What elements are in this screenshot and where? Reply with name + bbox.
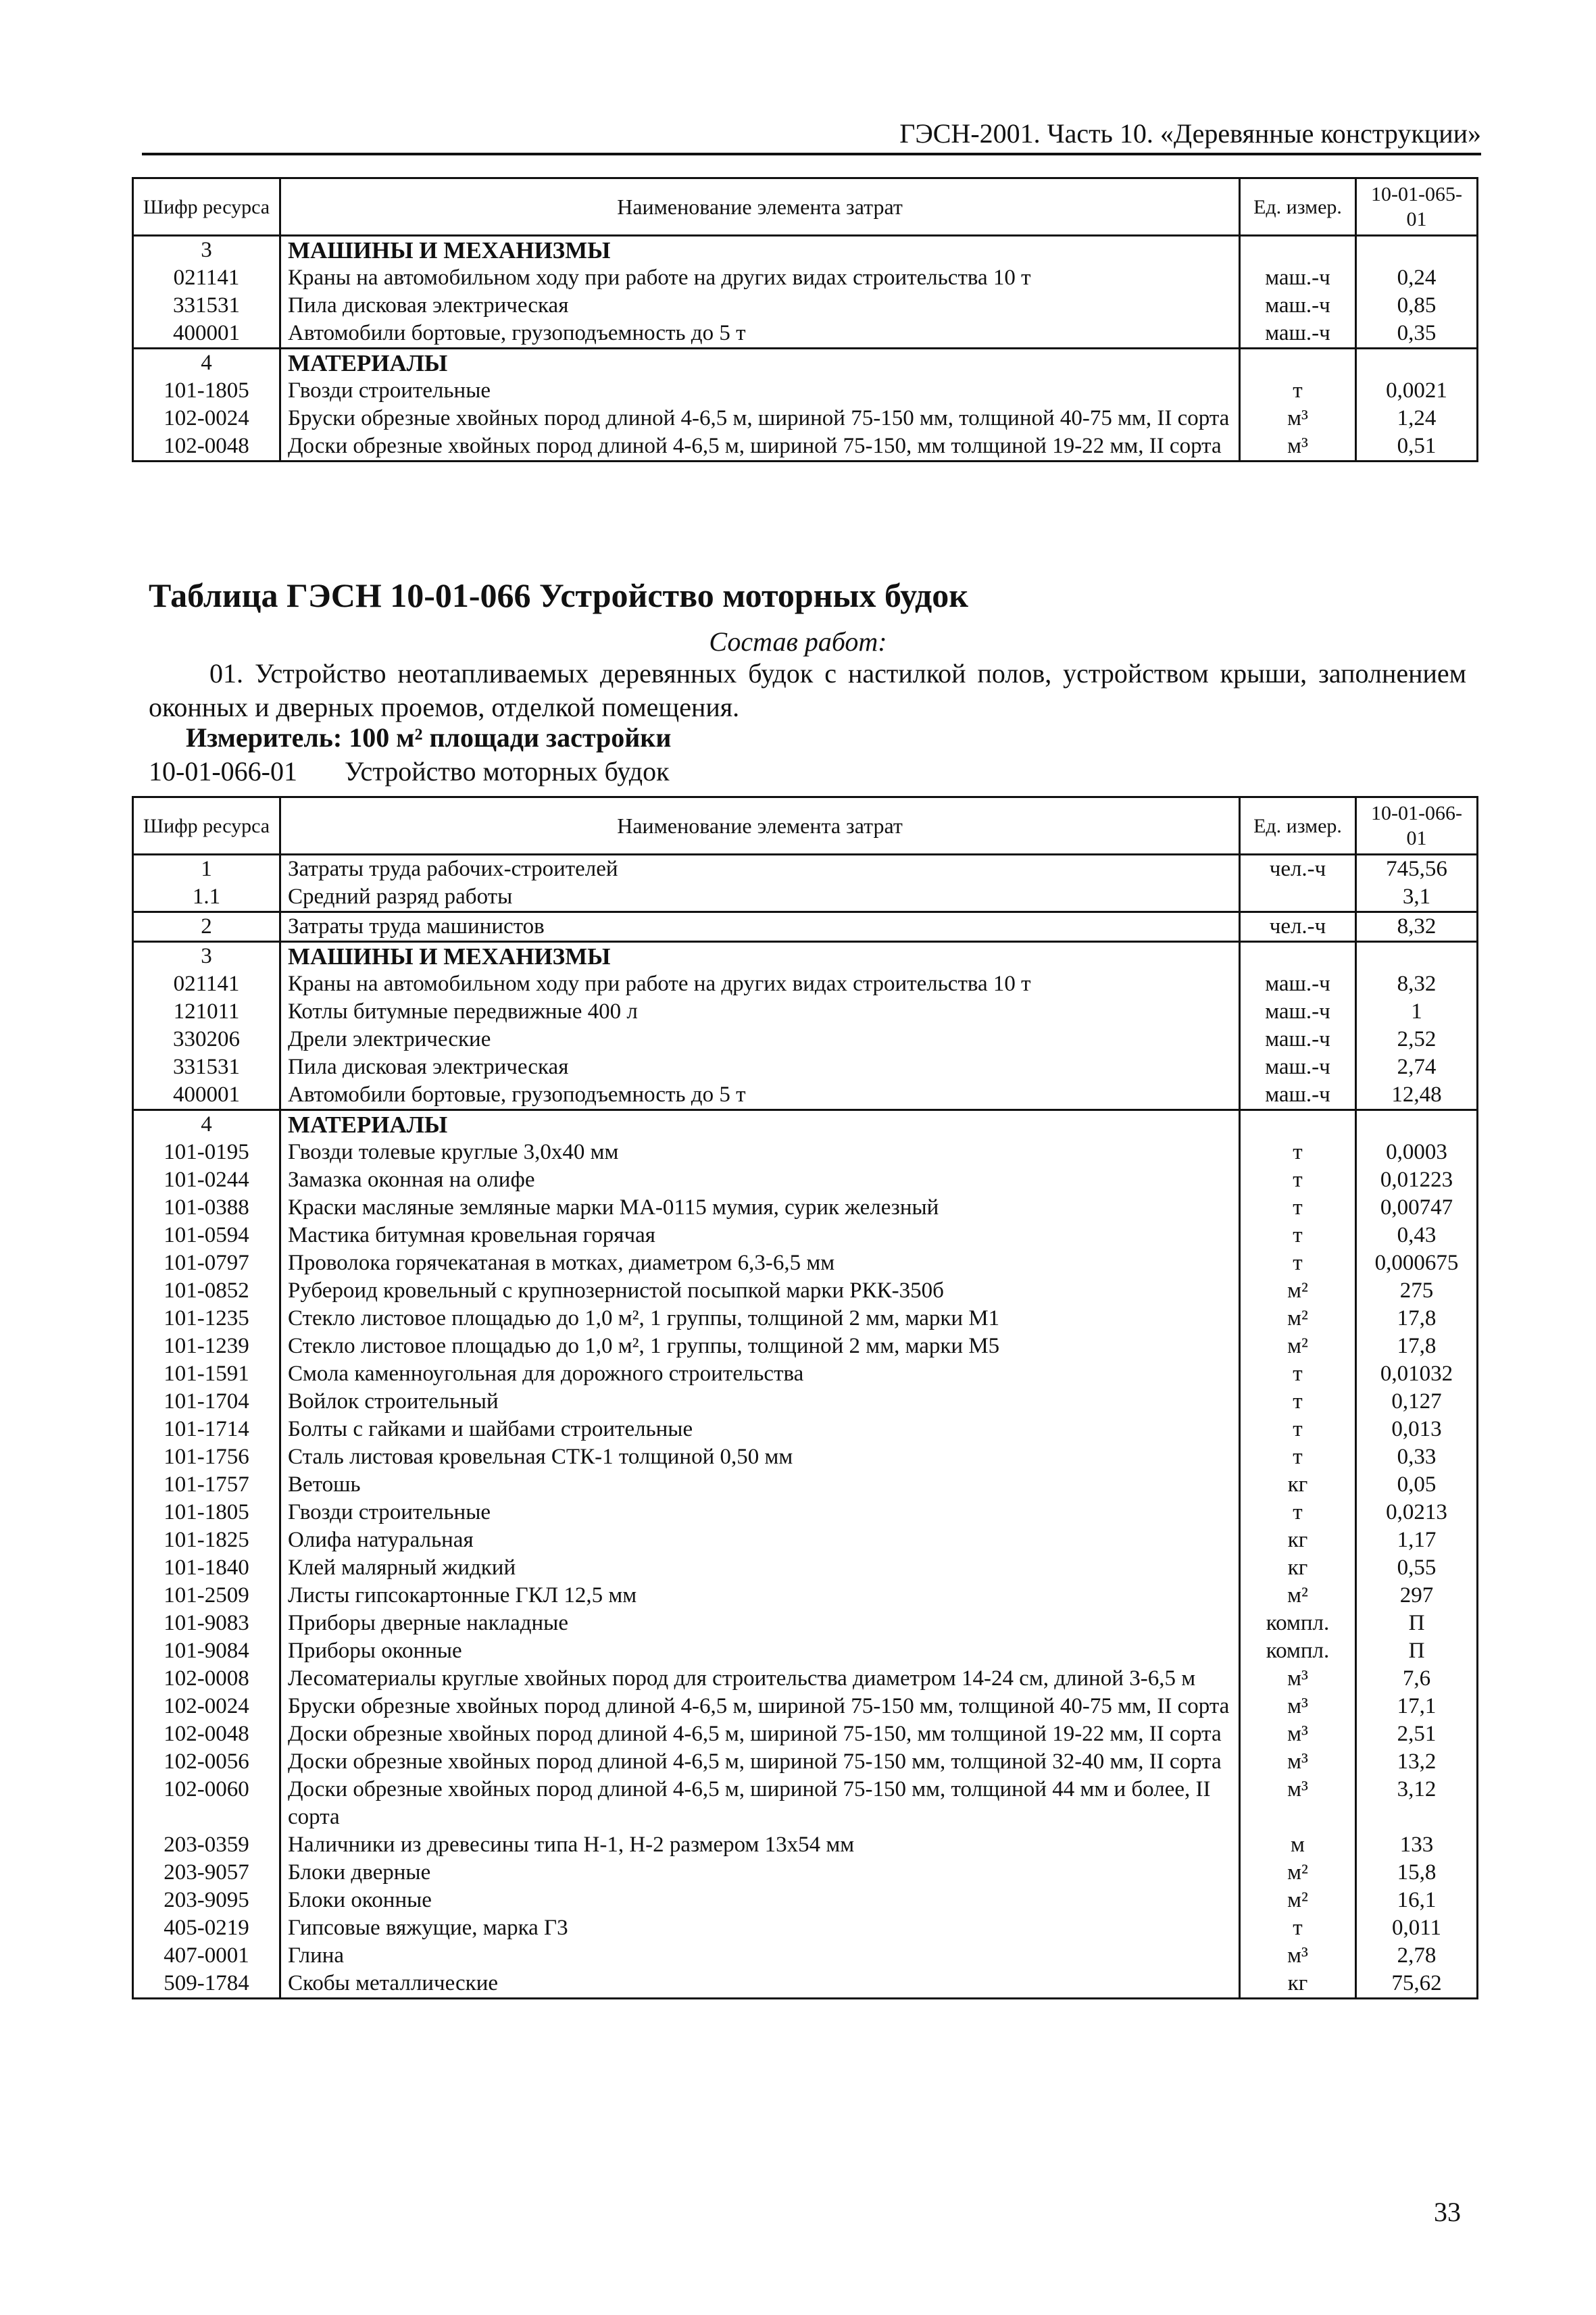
resource-unit: т — [1240, 1139, 1356, 1166]
resource-table-066 — [132, 796, 1478, 1999]
resource-value: 2,78 — [1356, 1942, 1478, 1970]
table-row — [133, 1360, 1478, 1388]
resource-code: 101-1235 — [133, 1305, 280, 1333]
resource-value: 12,48 — [1356, 1081, 1478, 1110]
resource-value: 1,24 — [1356, 405, 1478, 432]
table-row — [133, 377, 1478, 405]
resource-code: 1.1 — [133, 883, 280, 912]
resource-value: 0,0003 — [1356, 1139, 1478, 1166]
resource-unit: компл. — [1240, 1637, 1356, 1665]
resource-unit: м² — [1240, 1305, 1356, 1333]
resource-code: 330206 — [133, 1026, 280, 1053]
resource-name: Сталь листовая кровельная СТК-1 толщиной 0,50 мм — [280, 1443, 1240, 1471]
resource-unit — [1240, 883, 1356, 912]
resource-unit: м² — [1240, 1582, 1356, 1610]
resource-unit: маш.-ч — [1240, 1026, 1356, 1053]
resource-code: 101-0797 — [133, 1249, 280, 1277]
resource-code: 407-0001 — [133, 1942, 280, 1970]
resource-code: 101-1840 — [133, 1554, 280, 1582]
resource-code: 400001 — [133, 1081, 280, 1110]
resource-value: 1,17 — [1356, 1526, 1478, 1554]
resource-name: Дрели электрические — [280, 1026, 1240, 1053]
resource-name: МАТЕРИАЛЫ — [280, 349, 1240, 378]
resource-unit: м² — [1240, 1277, 1356, 1305]
resource-unit: м³ — [1240, 1720, 1356, 1748]
table-row — [133, 1471, 1478, 1499]
col-header-unit: Ед. измер. — [1240, 178, 1356, 236]
norm-code: 10-01-066-01 — [149, 756, 297, 787]
resource-value: 7,6 — [1356, 1665, 1478, 1693]
resource-unit: маш.-ч — [1240, 264, 1356, 292]
resource-unit: м³ — [1240, 1776, 1356, 1831]
resource-name: Замазка оконная на олифе — [280, 1166, 1240, 1194]
resource-code: 121011 — [133, 998, 280, 1026]
resource-name: Пила дисковая электрическая — [280, 292, 1240, 320]
resource-unit — [1240, 349, 1356, 378]
resource-value: 0,013 — [1356, 1416, 1478, 1443]
resource-unit: т — [1240, 1443, 1356, 1471]
table-row — [133, 970, 1478, 998]
table-row — [133, 1637, 1478, 1665]
table-row — [133, 1443, 1478, 1471]
resource-unit: т — [1240, 1914, 1356, 1942]
resource-code: 101-1704 — [133, 1388, 280, 1416]
resource-unit: т — [1240, 1222, 1356, 1249]
table-row — [133, 998, 1478, 1026]
resource-value: П — [1356, 1610, 1478, 1637]
resource-code: 4 — [133, 1110, 280, 1139]
table-row — [133, 405, 1478, 432]
table-row — [133, 1081, 1478, 1110]
resource-name: Доски обрезные хвойных пород длиной 4-6,5 м, шириной 75-150 мм, толщиной 32-40 мм, II сорта — [280, 1748, 1240, 1776]
table-row — [133, 1831, 1478, 1859]
resource-code: 101-0244 — [133, 1166, 280, 1194]
resource-unit: м³ — [1240, 1693, 1356, 1720]
resource-unit: маш.-ч — [1240, 292, 1356, 320]
resource-name: Глина — [280, 1942, 1240, 1970]
work-composition-text: 01. Устройство неотапливаемых деревянных будок с настилкой полов, устройством крыши, заполнением оконных и дверных проемов, отделкой помещения. — [149, 658, 1466, 722]
resource-code: 101-9084 — [133, 1637, 280, 1665]
resource-name: Скобы металлические — [280, 1970, 1240, 1999]
resource-value: 0,011 — [1356, 1914, 1478, 1942]
resource-value: 2,52 — [1356, 1026, 1478, 1053]
resource-code: 400001 — [133, 320, 280, 349]
resource-unit: маш.-ч — [1240, 998, 1356, 1026]
table-row — [133, 855, 1478, 884]
resource-code: 2 — [133, 912, 280, 942]
work-composition-heading: Состав работ: — [709, 626, 887, 657]
resource-name: Блоки дверные — [280, 1859, 1240, 1887]
resource-code: 101-1756 — [133, 1443, 280, 1471]
resource-code: 101-1591 — [133, 1360, 280, 1388]
resource-value: 2,74 — [1356, 1053, 1478, 1081]
page-header: ГЭСН-2001. Часть 10. «Деревянные конструкции» — [142, 115, 1481, 155]
page-number: 33 — [1434, 2197, 1461, 2227]
resource-name: Доски обрезные хвойных пород длиной 4-6,5 м, шириной 75-150 мм, толщиной 44 мм и более, II сорта — [280, 1776, 1240, 1831]
table-row — [133, 1110, 1478, 1139]
col-header-value: 10-01-065-01 — [1356, 178, 1478, 236]
resource-name: Средний разряд работы — [280, 883, 1240, 912]
resource-code: 3 — [133, 236, 280, 265]
resource-value: 17,8 — [1356, 1305, 1478, 1333]
resource-value: 3,12 — [1356, 1776, 1478, 1831]
resource-name: Краны на автомобильном ходу при работе на других видах строительства 10 т — [280, 970, 1240, 998]
table-row — [133, 1776, 1478, 1831]
resource-unit: м² — [1240, 1333, 1356, 1360]
resource-name: Затраты труда рабочих-строителей — [280, 855, 1240, 884]
resource-name: Проволока горячекатаная в мотках, диаметром 6,3-6,5 мм — [280, 1249, 1240, 1277]
resource-code: 021141 — [133, 970, 280, 998]
resource-value: 1 — [1356, 998, 1478, 1026]
table-row — [133, 1610, 1478, 1637]
resource-value: 17,1 — [1356, 1693, 1478, 1720]
table-row — [133, 912, 1478, 942]
resource-value: 8,32 — [1356, 970, 1478, 998]
table-row — [133, 883, 1478, 912]
resource-name: Стекло листовое площадью до 1,0 м², 1 группы, толщиной 2 мм, марки М1 — [280, 1305, 1240, 1333]
resource-unit: м — [1240, 1831, 1356, 1859]
table-row — [133, 1416, 1478, 1443]
resource-value: 0,24 — [1356, 264, 1478, 292]
resource-code: 102-0024 — [133, 405, 280, 432]
resource-code: 203-0359 — [133, 1831, 280, 1859]
resource-code: 101-1714 — [133, 1416, 280, 1443]
resource-unit: м³ — [1240, 1942, 1356, 1970]
col-header-code: Шифр ресурса — [133, 178, 280, 236]
resource-unit: кг — [1240, 1526, 1356, 1554]
resource-unit: чел.-ч — [1240, 855, 1356, 884]
table-row — [133, 1942, 1478, 1970]
resource-code: 102-0024 — [133, 1693, 280, 1720]
table-row — [133, 1305, 1478, 1333]
resource-code: 1 — [133, 855, 280, 884]
resource-table-065 — [132, 177, 1478, 462]
resource-unit: м³ — [1240, 405, 1356, 432]
norm-name: Устройство моторных будок — [344, 756, 670, 787]
resource-unit — [1240, 1110, 1356, 1139]
resource-name: Доски обрезные хвойных пород длиной 4-6,5 м, шириной 75-150, мм толщиной 19-22 мм, II сорта — [280, 1720, 1240, 1748]
resource-value: 0,43 — [1356, 1222, 1478, 1249]
resource-name: Доски обрезные хвойных пород длиной 4-6,5 м, шириной 75-150, мм толщиной 19-22 мм, II сорта — [280, 432, 1240, 462]
resource-code: 101-1805 — [133, 1499, 280, 1526]
resource-value: 0,127 — [1356, 1388, 1478, 1416]
table-row — [133, 1748, 1478, 1776]
table-row — [133, 1887, 1478, 1914]
resource-value: 297 — [1356, 1582, 1478, 1610]
resource-name: Бруски обрезные хвойных пород длиной 4-6,5 м, шириной 75-150 мм, толщиной 40-75 мм, II сорта — [280, 1693, 1240, 1720]
resource-value: 3,1 — [1356, 883, 1478, 912]
resource-name: Автомобили бортовые, грузоподъемность до 5 т — [280, 1081, 1240, 1110]
resource-value: 0,33 — [1356, 1443, 1478, 1471]
resource-name: МАТЕРИАЛЫ — [280, 1110, 1240, 1139]
table-row — [133, 292, 1478, 320]
resource-value: П — [1356, 1637, 1478, 1665]
resource-unit: т — [1240, 1388, 1356, 1416]
table-row — [133, 1693, 1478, 1720]
resource-code: 101-1805 — [133, 377, 280, 405]
resource-code: 102-0048 — [133, 1720, 280, 1748]
section-title: Таблица ГЭСН 10-01-066 Устройство моторных будок — [149, 576, 969, 614]
resource-unit: м² — [1240, 1859, 1356, 1887]
table-row — [133, 1665, 1478, 1693]
table-row — [133, 349, 1478, 378]
resource-code: 101-0852 — [133, 1277, 280, 1305]
resource-code: 101-0594 — [133, 1222, 280, 1249]
col-header-value: 10-01-066-01 — [1356, 797, 1478, 855]
resource-code: 509-1784 — [133, 1970, 280, 1999]
resource-value: 0,0021 — [1356, 377, 1478, 405]
resource-unit — [1240, 236, 1356, 265]
table-row — [133, 1388, 1478, 1416]
table-row — [133, 1194, 1478, 1222]
table-row — [133, 1554, 1478, 1582]
resource-code: 3 — [133, 942, 280, 971]
table-row — [133, 236, 1478, 265]
table-row — [133, 1053, 1478, 1081]
resource-name: Олифа натуральная — [280, 1526, 1240, 1554]
table-row — [133, 320, 1478, 349]
resource-value: 15,8 — [1356, 1859, 1478, 1887]
resource-value: 0,01223 — [1356, 1166, 1478, 1194]
table-row — [133, 942, 1478, 971]
resource-code: 101-9083 — [133, 1610, 280, 1637]
resource-code: 101-1825 — [133, 1526, 280, 1554]
resource-value: 75,62 — [1356, 1970, 1478, 1999]
resource-name: Болты с гайками и шайбами строительные — [280, 1416, 1240, 1443]
resource-name: Приборы оконные — [280, 1637, 1240, 1665]
resource-code: 101-1757 — [133, 1471, 280, 1499]
table-row — [133, 432, 1478, 462]
resource-code: 4 — [133, 349, 280, 378]
resource-code: 203-9095 — [133, 1887, 280, 1914]
resource-value: 13,2 — [1356, 1748, 1478, 1776]
resource-code: 203-9057 — [133, 1859, 280, 1887]
resource-name: Гвозди строительные — [280, 1499, 1240, 1526]
unit-of-measure: Измеритель: 100 м² площади застройки — [186, 722, 672, 753]
resource-value: 745,56 — [1356, 855, 1478, 884]
resource-name: Рубероид кровельный с крупнозернистой посыпкой марки РКК-350б — [280, 1277, 1240, 1305]
table-row — [133, 1970, 1478, 1999]
resource-unit: т — [1240, 1416, 1356, 1443]
resource-name: Котлы битумные передвижные 400 л — [280, 998, 1240, 1026]
resource-name: Стекло листовое площадью до 1,0 м², 1 группы, толщиной 2 мм, марки М5 — [280, 1333, 1240, 1360]
table-row — [133, 1222, 1478, 1249]
resource-name: Краски масляные земляные марки МА-0115 мумия, сурик железный — [280, 1194, 1240, 1222]
resource-value: 0,01032 — [1356, 1360, 1478, 1388]
resource-name: Смола каменноугольная для дорожного строительства — [280, 1360, 1240, 1388]
resource-value: 16,1 — [1356, 1887, 1478, 1914]
resource-unit: маш.-ч — [1240, 1081, 1356, 1110]
resource-unit — [1240, 942, 1356, 971]
resource-unit: чел.-ч — [1240, 912, 1356, 942]
resource-value: 0,0213 — [1356, 1499, 1478, 1526]
resource-name: Листы гипсокартонные ГКЛ 12,5 мм — [280, 1582, 1240, 1610]
table-row — [133, 1526, 1478, 1554]
col-header-code: Шифр ресурса — [133, 797, 280, 855]
table-row — [133, 1166, 1478, 1194]
resource-code: 101-2509 — [133, 1582, 280, 1610]
resource-value: 8,32 — [1356, 912, 1478, 942]
resource-name: Войлок строительный — [280, 1388, 1240, 1416]
resource-value: 0,55 — [1356, 1554, 1478, 1582]
resource-unit: компл. — [1240, 1610, 1356, 1637]
table-row — [133, 1026, 1478, 1053]
resource-value: 0,51 — [1356, 432, 1478, 462]
resource-value: 275 — [1356, 1277, 1478, 1305]
resource-unit: м³ — [1240, 432, 1356, 462]
resource-name: Мастика битумная кровельная горячая — [280, 1222, 1240, 1249]
resource-unit: т — [1240, 377, 1356, 405]
resource-name: Краны на автомобильном ходу при работе на других видах строительства 10 т — [280, 264, 1240, 292]
resource-name: Ветошь — [280, 1471, 1240, 1499]
resource-code: 021141 — [133, 264, 280, 292]
resource-code: 102-0048 — [133, 432, 280, 462]
resource-value — [1356, 942, 1478, 971]
resource-value: 0,85 — [1356, 292, 1478, 320]
table-row — [133, 1499, 1478, 1526]
resource-unit: т — [1240, 1360, 1356, 1388]
resource-unit: кг — [1240, 1970, 1356, 1999]
resource-value: 0,00747 — [1356, 1194, 1478, 1222]
table-row — [133, 1859, 1478, 1887]
resource-unit: кг — [1240, 1554, 1356, 1582]
resource-value — [1356, 349, 1478, 378]
resource-unit: маш.-ч — [1240, 970, 1356, 998]
resource-unit: т — [1240, 1499, 1356, 1526]
resource-unit: маш.-ч — [1240, 320, 1356, 349]
resource-name: Бруски обрезные хвойных пород длиной 4-6,5 м, шириной 75-150 мм, толщиной 40-75 мм, II сорта — [280, 405, 1240, 432]
resource-name: Гвозди строительные — [280, 377, 1240, 405]
table-row — [133, 1582, 1478, 1610]
resource-value: 0,35 — [1356, 320, 1478, 349]
table-row — [133, 264, 1478, 292]
resource-code: 331531 — [133, 292, 280, 320]
col-header-name: Наименование элемента затрат — [280, 797, 1240, 855]
resource-value: 2,51 — [1356, 1720, 1478, 1748]
resource-name: Наличники из древесины типа Н-1, Н-2 размером 13х54 мм — [280, 1831, 1240, 1859]
resource-value — [1356, 1110, 1478, 1139]
resource-value: 0,000675 — [1356, 1249, 1478, 1277]
resource-unit: кг — [1240, 1471, 1356, 1499]
resource-code: 102-0060 — [133, 1776, 280, 1831]
resource-name: Затраты труда машинистов — [280, 912, 1240, 942]
resource-unit: т — [1240, 1249, 1356, 1277]
resource-value — [1356, 236, 1478, 265]
resource-unit: т — [1240, 1194, 1356, 1222]
table-row — [133, 1277, 1478, 1305]
table-row — [133, 1333, 1478, 1360]
col-header-unit: Ед. измер. — [1240, 797, 1356, 855]
resource-value: 17,8 — [1356, 1333, 1478, 1360]
resource-code: 102-0056 — [133, 1748, 280, 1776]
resource-code: 101-1239 — [133, 1333, 280, 1360]
table-row — [133, 1139, 1478, 1166]
resource-name: МАШИНЫ И МЕХАНИЗМЫ — [280, 942, 1240, 971]
resource-unit: м³ — [1240, 1665, 1356, 1693]
norm-line — [149, 755, 670, 787]
resource-code: 331531 — [133, 1053, 280, 1081]
resource-value: 0,05 — [1356, 1471, 1478, 1499]
resource-name: Лесоматериалы круглые хвойных пород для строительства диаметром 14-24 см, длиной 3-6,5 м — [280, 1665, 1240, 1693]
resource-value: 133 — [1356, 1831, 1478, 1859]
resource-code: 405-0219 — [133, 1914, 280, 1942]
resource-unit: маш.-ч — [1240, 1053, 1356, 1081]
resource-code: 101-0388 — [133, 1194, 280, 1222]
table-row — [133, 1249, 1478, 1277]
col-header-name: Наименование элемента затрат — [280, 178, 1240, 236]
resource-name: Блоки оконные — [280, 1887, 1240, 1914]
resource-code: 102-0008 — [133, 1665, 280, 1693]
resource-name: Приборы дверные накладные — [280, 1610, 1240, 1637]
resource-name: МАШИНЫ И МЕХАНИЗМЫ — [280, 236, 1240, 265]
resource-unit: т — [1240, 1166, 1356, 1194]
table-row — [133, 1720, 1478, 1748]
resource-name: Гвозди толевые круглые 3,0х40 мм — [280, 1139, 1240, 1166]
resource-code: 101-0195 — [133, 1139, 280, 1166]
resource-name: Гипсовые вяжущие, марка Г3 — [280, 1914, 1240, 1942]
table-row — [133, 1914, 1478, 1942]
resource-unit: м² — [1240, 1887, 1356, 1914]
resource-name: Пила дисковая электрическая — [280, 1053, 1240, 1081]
resource-name: Клей малярный жидкий — [280, 1554, 1240, 1582]
resource-name: Автомобили бортовые, грузоподъемность до 5 т — [280, 320, 1240, 349]
resource-unit: м³ — [1240, 1748, 1356, 1776]
